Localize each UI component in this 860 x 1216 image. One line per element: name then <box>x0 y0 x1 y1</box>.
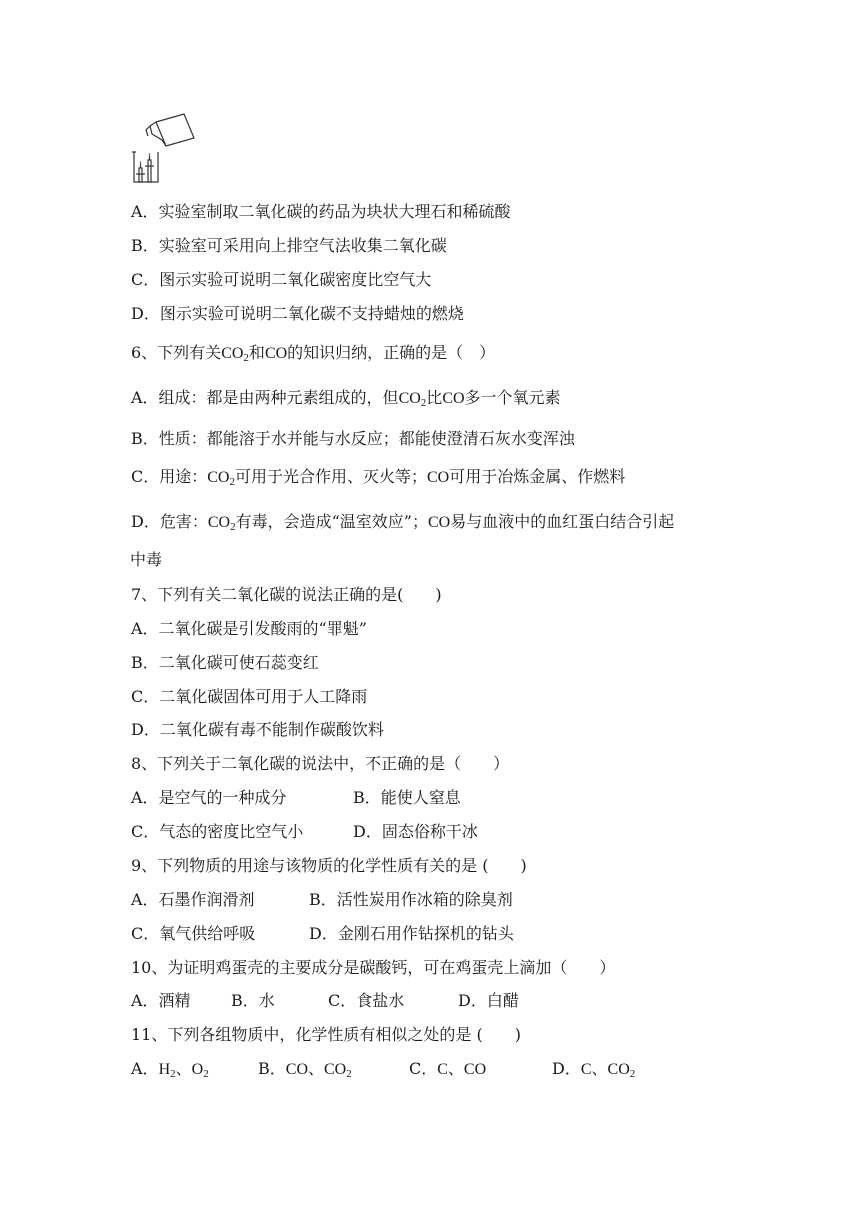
q8-stem: 8、下列关于二氧化碳的说法中，不正确的是（ ） <box>131 754 510 773</box>
co-formula: CO <box>442 390 465 407</box>
q11-option-a <box>131 1059 209 1080</box>
q6-stem <box>131 343 495 364</box>
q7-option-c: C．二氧化碳固体可用于人工降雨 <box>131 687 368 706</box>
q8-option-b: B．能使人窒息 <box>353 788 461 807</box>
q11-a-label: A． <box>131 1059 159 1078</box>
q7-option-a: A．二氧化碳是引发酸雨的“罪魁” <box>131 619 367 638</box>
q7-stem: 7、下列有关二氧化碳的说法正确的是( ) <box>131 585 442 604</box>
q10-stem: 10、为证明鸡蛋壳的主要成分是碳酸钙，可在鸡蛋壳上滴加（ ） <box>131 958 616 977</box>
q8-option-a: A．是空气的一种成分 <box>131 788 287 807</box>
co-formula: CO <box>264 345 288 362</box>
q6-d-part-2: 有毒，会造成“温室效应”； <box>235 512 428 531</box>
q9-option-c: C．氧气供给呼吸 <box>131 924 256 943</box>
q11-b-label: B． <box>258 1059 286 1078</box>
co2-subscript: 2 <box>230 521 236 533</box>
q6-d-part-1: D．危害： <box>131 512 208 531</box>
co2-subscript: 2 <box>243 352 249 364</box>
q5-option-a: A．实验室制取二氧化碳的药品为块状大理石和稀硫酸 <box>131 202 511 221</box>
q11-option-b <box>258 1059 352 1080</box>
q7-option-d: D．二氧化碳有毒不能制作碳酸饮料 <box>131 720 384 739</box>
q6-option-d-continued: 中毒 <box>130 550 163 569</box>
q6-option-c <box>131 467 625 488</box>
q9-option-d: D．金刚石用作钻探机的钻头 <box>309 924 514 943</box>
q10-option-b: B．水 <box>231 991 275 1010</box>
co2-pouring-experiment-icon <box>128 112 204 188</box>
q11-option-d <box>552 1059 635 1080</box>
co2-subscript: 2 <box>629 1068 636 1080</box>
q6-option-a <box>131 388 561 409</box>
co2-formula: CO <box>207 514 231 531</box>
co2-formula: CO <box>207 469 230 486</box>
co2-subscript: 2 <box>229 476 235 488</box>
co-co2-formula: CO、CO <box>285 1061 347 1078</box>
o2-formula: 、O <box>175 1061 204 1078</box>
q9-option-a: A．石墨作润滑剂 <box>131 890 255 909</box>
co2-formula: CO <box>398 390 421 407</box>
q6-stem-part-b: 和 <box>248 343 265 362</box>
q6-stem-part-c: 的知识归纳，正确的是（ ） <box>287 343 496 362</box>
h2-formula: H <box>158 1061 171 1078</box>
q6-a-part-1: A．组成：都是由两种元素组成的，但 <box>131 388 399 407</box>
q11-d-label: D． <box>552 1059 581 1078</box>
q8-option-c: C．气态的密度比空气小 <box>131 822 304 841</box>
c-co2-formula: C、CO <box>580 1061 630 1078</box>
q9-option-b: B．活性炭用作冰箱的除臭剂 <box>309 890 513 909</box>
q10-option-d: D．白醋 <box>458 991 519 1010</box>
q6-option-d <box>131 512 674 533</box>
q5-option-b: B．实验室可采用向上排空气法收集二氧化碳 <box>131 236 447 255</box>
q6-option-b: B．性质：都能溶于水并能与水反应；都能使澄清石灰水变浑浊 <box>131 429 575 448</box>
q11-stem: 11、下列各组物质中，化学性质有相似之处的是 ( ) <box>131 1025 521 1044</box>
co-formula: CO <box>427 469 450 486</box>
q11-option-c <box>409 1059 486 1080</box>
q11-c-label: C． <box>409 1059 438 1078</box>
q5-option-c: C．图示实验可说明二氧化碳密度比空气大 <box>131 270 432 289</box>
co2-subscript: 2 <box>346 1068 352 1080</box>
q6-a-part-2: 比 <box>426 388 443 407</box>
q6-c-part-2: 可用于光合作用、灭火等； <box>234 467 427 486</box>
q9-stem: 9、下列物质的用途与该物质的化学性质有关的是 ( ) <box>131 856 527 875</box>
o2-subscript: 2 <box>203 1068 209 1080</box>
c-co-formula: C、CO <box>437 1061 487 1078</box>
q10-option-a: A．酒精 <box>131 991 191 1010</box>
h2-subscript: 2 <box>170 1068 176 1080</box>
q6-a-part-3: 多一个氧元素 <box>464 388 561 407</box>
q6-d-part-3: 易与血液中的血红蛋白结合引起 <box>450 512 675 531</box>
co2-formula: CO <box>221 345 244 362</box>
co2-subscript: 2 <box>420 397 427 409</box>
q8-option-d: D．固态俗称干冰 <box>353 822 478 841</box>
q5-option-d: D．图示实验可说明二氧化碳不支持蜡烛的燃烧 <box>131 304 464 323</box>
co-formula: CO <box>427 514 451 531</box>
q7-option-b: B．二氧化碳可使石蕊变红 <box>131 653 319 672</box>
q10-option-c: C．食盐水 <box>328 991 405 1010</box>
q6-c-part-1: C．用途： <box>131 467 208 486</box>
q6-stem-part-a: 6、下列有关 <box>131 343 222 362</box>
q6-c-part-3: 可用于冶炼金属、作燃料 <box>449 467 626 486</box>
